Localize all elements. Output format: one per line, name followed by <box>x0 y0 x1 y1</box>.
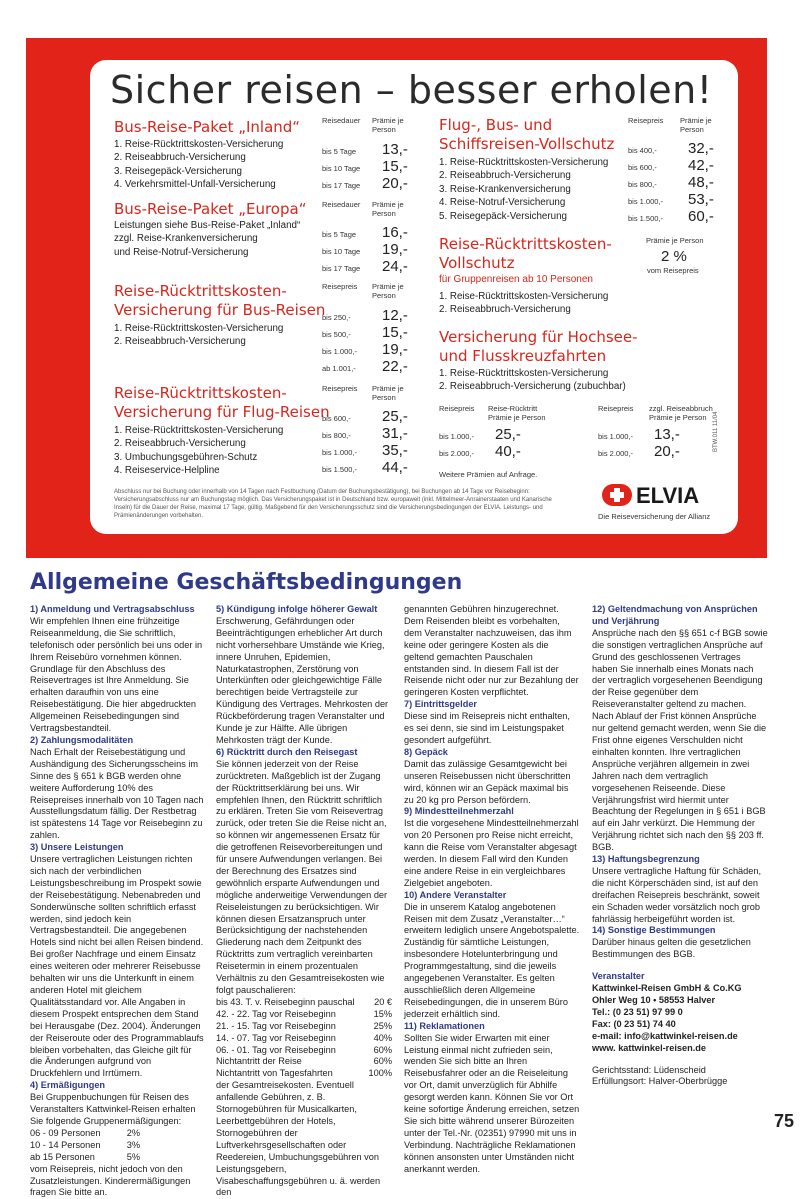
section-heading: 8) Gepäck <box>404 746 448 757</box>
fbs-col-premium: Prämie je Person <box>680 116 712 134</box>
section-heading: 14) Sonstige Bestimmungen <box>592 925 716 936</box>
bus-col-price: Reisepreis <box>322 282 358 291</box>
agb-column-3 <box>404 604 580 1176</box>
inland-col-premium: Prämie je Person <box>372 116 404 134</box>
hochsee-col-abbruch: zzgl. Reiseabbruch Prämie je Person <box>649 404 713 422</box>
list-item: 1. Reise-Rücktrittskosten-Versicherung <box>114 323 284 334</box>
gruppen-premium: 2 % <box>661 248 687 265</box>
hochsee-more: Weitere Prämien auf Anfrage. <box>439 470 538 479</box>
list-item: 1. Reise-Rücktrittskosten-Versicherung <box>114 139 284 150</box>
hochsee-col-price2: Reisepreis <box>598 404 634 413</box>
list-item: 2. Reiseabbruch-Versicherung <box>114 336 246 348</box>
flug-ruecktritt-items <box>114 424 283 478</box>
list-item: 2. Reiseabbruch-Versicherung <box>114 438 246 450</box>
list-item: 4. Verkehrsmittel-Unfall-Versicherung <box>114 179 276 191</box>
fbs-col-price: Reisepreis <box>628 116 664 125</box>
table-row: ab 15 Personen 5% <box>30 1151 140 1162</box>
elvia-logo <box>602 483 700 511</box>
list-item: 1. Reise-Rücktrittskosten-Versicherung <box>439 368 609 379</box>
page-number: 75 <box>773 1111 794 1131</box>
table-row: 14. - 07. Tag vor Reisebeginn 40% <box>216 1032 392 1043</box>
agb-column-4 <box>592 604 768 1088</box>
court-text: Gerichtsstand: Lüdenscheid <box>592 1064 706 1075</box>
inland-col-duration: Reisedauer <box>322 116 361 125</box>
gruppen-heading: Reise-Rücktrittskosten- Vollschutz <box>439 235 612 272</box>
hochsee-items <box>439 367 626 394</box>
section-heading: 2) Zahlungsmodalitäten <box>30 734 134 745</box>
price-row: bis 2.000,- 40,- bis 2.000,- 20,- <box>439 443 680 460</box>
ad-title: Sicher reisen – besser erholen! <box>110 68 713 112</box>
section-heading: 9) Mindestteilnehmerzahl <box>404 806 514 817</box>
section-text: Ist die vorgesehene Mindestteilnehmerzahl von 20 Personen pro Reise nicht erreicht, kann die Reise vom Veranstalter abgesagt werden. In diesem Fall wird den Kunden eine andere Reise in ein vergleichbares Zielgebiet angeboten. <box>404 818 579 888</box>
list-item: und Reise-Notruf-Versicherung <box>114 246 249 258</box>
section-text: der Gesamtreisekosten. Eventuell anfallende Gebühren, z. B. Stornogebühren für Musicalkarten, Leerbettgebühren der Hotels, Stornogebühren der Luftverkehrsgesellschaften oder Reedereien, Umbuchungsgebühren von Leistungsgebern, Visabeschaffungsgebühren u. ä. werden den <box>216 1080 381 1198</box>
list-item: 2. Reiseabbruch-Versicherung <box>439 170 571 182</box>
table-row: 42. - 22. Tag vor Reisebeginn 15% <box>216 1008 392 1019</box>
vollschutz-heading: Flug-, Bus- und Schiffsreisen-Vollschutz <box>439 116 615 153</box>
section-text: vom Reisepreis, nicht jedoch von den Zusatzleistungen. Kinderermäßigungen fragen Sie bitte an. <box>30 1163 191 1198</box>
place-text: Erfüllungsort: Halver-Oberbrügge <box>592 1076 728 1087</box>
europa-items <box>114 219 300 259</box>
table-row: 06. - 01. Tag vor Reisebeginn 60% <box>216 1044 392 1055</box>
section-text: Bei Gruppenbuchungen für Reisen des Veranstalters Kattwinkel-Reisen erhalten Sie folgende Gruppenermäßigungen: <box>30 1092 196 1126</box>
inland-heading: Bus-Reise-Paket „Inland“ <box>114 118 301 136</box>
list-item: 5. Reisegepäck-Versicherung <box>439 210 567 222</box>
agb-column-1 <box>30 604 205 1199</box>
section-heading: 3) Unsere Leistungen <box>30 842 124 853</box>
agb-title: Allgemeine Geschäftsbedingungen <box>30 570 463 595</box>
list-item: 1. Reise-Rücktrittskosten-Versicherung <box>439 291 609 302</box>
section-heading: 10) Andere Veranstalter <box>404 889 507 900</box>
fine-print: Abschluss nur bei Buchung oder innerhalb von 14 Tagen nach Festbuchung (Datum der Buchungsbestätigung), bei Buchungen ab 14 Tage vor Reisebeginn: Versicherungsabschluss nur am Buchungstag möglich. Das Versicherungspaket ist in Deutschland bzw. europaweit (inkl. Mittelmeer-Anrainerstaaten und Kanarische Inseln) für die Dauer der Reise, maximal 17 Tage, gültig. Maßgebend für den Versicherungsschutz sind die Versicherungsbedingungen der ELVIA. Leistungs- und Prämienänderungen vorbehalten. <box>114 489 552 519</box>
section-text: Wir empfehlen Ihnen eine frühzeitige Reiseanmeldung, die Sie schriftlich, telefonisch oder persönlich bei uns oder in Ihrem Reisebüro vornehmen können. Grundlage für den Abschluss des Reisevertrages ist Ihre Anmeldung. Sie erhalten daraufhin von uns eine Reisebestätigung. Die hier abgedruckten Allgemeinen Reisebedingungen sind Vertragsbestandteil. <box>30 615 203 734</box>
section-text: Darüber hinaus gelten die gesetzlichen Bestimmungen des BGB. <box>592 937 751 960</box>
gruppen-items <box>439 290 608 317</box>
section-text: Diese sind im Reisepreis nicht enthalten, es sei denn, sie sind im Leistungspaket gesondert aufgeführt. <box>404 711 570 745</box>
list-item: 2. Reiseabbruch-Versicherung <box>114 152 246 164</box>
hochsee-heading: Versicherung für Hochsee- und Flusskreuzfahrten <box>439 328 638 365</box>
fbs-items <box>439 156 608 223</box>
section-heading: 11) Reklamationen <box>404 1020 485 1031</box>
list-item: 4. Reise-Notruf-Versicherung <box>439 197 566 209</box>
elvia-cross-icon <box>602 484 632 506</box>
section-text: Unsere vertraglichen Leistungen richten sich nach der verbindlichen Leistungsbeschreibung im Prospekt sowie der Reisebestätigung. Nebenabreden und Sonderwünsche sollten schriftlich erfasst werden, sind jedoch kein Vertragsbestandteil. Die angegebenen Hotels sind nicht bei allen Reisen bindend. Bei großer Nachfrage und einem Einsatz eines weiteren oder mehrerer Reisebusse behalten wir uns die Unterkunft in einem anderen Hotel mit gleichem Qualitätsstandard vor. Alle Angaben in diesem Prospekt entsprechen dem Stand bei Herausgabe (Dez. 2004). Änderungen der Reiseroute oder des Programmablaufs bleiben vorbehalten, das Gleiche gilt für die Änderungen aufgrund von Druckfehlern und Irrtümern. <box>30 854 204 1079</box>
list-item: 1. Reise-Rücktrittskosten-Versicherung <box>439 157 609 168</box>
section-heading: 13) Haftungsbegrenzung <box>592 854 700 865</box>
gruppen-premium-label: Prämie je Person <box>646 236 704 245</box>
bus-ruecktritt-heading: Reise-Rücktrittskosten- Versicherung für Bus-Reisen <box>114 282 326 319</box>
list-item: 3. Reise-Krankenversicherung <box>439 183 571 195</box>
section-text: Die in unserem Katalog angebotenen Reisen mit dem Zusatz „Veranstalter…“ erweitern lediglich unsere Angebotspalette. Zuständig für sämtliche Leistungen, insbesondere Hotelunterbringung und Programmgestaltung, sind die jeweils angegebenen Veranstalter. Es gelten ausschließlich deren Allgemeine Reisebedingungen, die in unserem Büro jederzeit erhältlich sind. <box>404 901 580 1019</box>
organizer-heading: Veranstalter <box>592 971 645 982</box>
list-item: 3. Umbuchungsgebühren-Schutz <box>114 451 258 463</box>
table-row: bis 43. T. v. Reisebeginn pauschal 20 € <box>216 996 392 1007</box>
list-item: 1. Reise-Rücktrittskosten-Versicherung <box>114 425 284 436</box>
email-link[interactable]: e-mail: info@kattwinkel-reisen.de <box>592 1030 738 1041</box>
list-item: zzgl. Reise-Krankenversicherung <box>114 233 258 245</box>
section-heading: 12) Geltendmachung von Ansprüchen und Verjährung <box>592 604 758 626</box>
section-heading: 5) Kündigung infolge höherer Gewalt <box>216 604 378 614</box>
section-text: Damit das zulässige Gesamtgewicht bei unseren Reisebussen nicht überschritten wird, können wir an Gepäck maximal bis zu 20 kg pro Person befördern. <box>404 758 571 805</box>
section-text: Ansprüche nach den §§ 651 c-f BGB sowie die sonstigen vertraglichen Ansprüche auf Grund des geschlossenen Vertrages haben Sie innerhalb eines Monats nach der vertraglich vorgesehenen Beendigung der Reise gegenüber dem Reiseveranstalter geltend zu machen. Nach Ablauf der Frist können Ansprüche nur geltend gemacht werden, wenn Sie die Frist ohne eigenes Verschulden nicht einhalten konnten. Ihre vertraglichen Ansprüche verjähren allgemein in zwei Jahren nach dem vertraglich vorgesehenen Reiseende. Diese Verjährungsfrist wird hiermit unter Beachtung der Regelungen in § 651 i BGB auf ein Jahr verkürzt. Die Hemmung der Verjährung richtet sich nach den §§ 203 ff. BGB. <box>592 627 768 853</box>
bus-ruecktritt-items <box>114 322 283 349</box>
table-row: Nichtantritt von Tagesfahrten 100% <box>216 1068 392 1079</box>
list-item: 4. Reiseservice-Helpline <box>114 465 220 477</box>
section-text: Erschwerung, Gefährdungen oder Beeinträchtigungen erheblicher Art durch nicht vorhersehbare Umstände wie Krieg, innere Unruhen, Epidemien, Naturkatastrophen, Zerstörung von Unterkünften oder gleichgewichtige Fälle berechtigen beide Vertragsteile zur Kündigung des Vertrages. Mehrkosten der Rückbeförderung tragen Veranstalter und Kunde je zur Hälfte. Alle übrigen Mehrkosten trägt der Kunde. <box>216 615 389 745</box>
europa-col-duration: Reisedauer <box>322 200 361 209</box>
section-text: Unsere vertragliche Haftung für Schäden, die nicht Körperschäden sind, ist auf den dreifachen Reisepreis beschränkt, soweit ein Schaden weder vorsätzlich noch grob fahrlässig herbeigeführt worden ist. <box>592 865 762 924</box>
gruppen-subheading: für Gruppenreisen ab 10 Personen <box>439 274 593 285</box>
organizer-address: Kattwinkel-Reisen GmbH & Co.KG Ohler Weg 10 • 58553 Halver Tel.: (0 23 51) 97 99 0 Fax: (0 23 51) 74 40 e-mail: info@kattwinkel-reisen.de www. kattwinkel-reisen.de <box>592 983 768 1054</box>
flug-col-price: Reisepreis <box>322 384 358 393</box>
table-row: 21. - 15. Tag vor Reisebeginn 25% <box>216 1020 392 1031</box>
inland-items <box>114 138 283 192</box>
flug-ruecktritt-heading: Reise-Rücktrittskosten- Versicherung für Flug-Reisen <box>114 384 330 421</box>
agb-column-2 <box>216 604 392 1199</box>
elvia-tagline: Die Reiseversicherung der Allianz <box>598 512 711 521</box>
bus-col-premium: Prämie je Person <box>372 282 404 300</box>
website-link[interactable]: www. kattwinkel-reisen.de <box>592 1042 707 1053</box>
europa-col-premium: Prämie je Person <box>372 200 404 218</box>
section-text: Sollten Sie wider Erwarten mit einer Leistung einmal nicht zufrieden sein, wenden Sie sich bitte an Ihren Reisebusfahrer oder an die Reiseleitung vor Ort, damit unverzüglich für Abhilfe gesorgt werden kann. Können Sie vor Ort keine sofortige Änderung erreichen, setzen Sie sich bitte während unserer Bürozeiten unter der Tel.-Nr. (02351) 97990 mit uns in Verbindung. Nachträgliche Reklamationen können ansonsten unter Umständen nicht anerkannt werden. <box>404 1032 580 1174</box>
section-heading: 7) Eintrittsgelder <box>404 699 478 710</box>
list-item: 2. Reiseabbruch-Versicherung (zubuchbar) <box>439 381 626 393</box>
section-text: Sie können jederzeit von der Reise zurücktreten. Maßgeblich ist der Zugang der Rücktrittserklärung bei uns. Wir empfehlen Ihnen, den Rücktritt schriftlich zu erklären. Treten Sie vom Reisevertrag zurück, oder treten Sie die Reise nicht an, so können wir angemessenen Ersatz für die getroffenen Reisevorbereitungen und für unsere Aufwendungen verlangen. Bei der Berechnung des Ersatzes sind gewöhnlich ersparte Aufwendungen und mögliche anderweitige Verwendungen der Reiseleistungen zu berücksichtigen. Wir können diesen Ersatzanspruch unter Berücksichtigung der nachstehenden Gliederung nach dem Zeitpunkt des Rücktritts zum vertraglich vereinbarten Reisetermin in einem prozentualen Verhältnis zu den Gesamtreisekosten wie folgt pauschalieren: <box>216 758 388 995</box>
flug-col-premium: Prämie je Person <box>372 384 404 402</box>
print-code: BTW.011 11/04 <box>713 411 719 452</box>
table-row: Nichtantritt der Reise 60% <box>216 1056 392 1067</box>
price-row: bis 1.000,- 25,- bis 1.000,- 13,- <box>439 426 680 443</box>
section-heading: 4) Ermäßigungen <box>30 1080 106 1091</box>
list-item: Leistungen siehe Bus-Reise-Paket „Inland“ <box>114 220 301 231</box>
hochsee-col-ruecktritt: Reise-Rücktritt Prämie je Person <box>488 404 546 422</box>
insurance-ad-card: Sicher reisen – besser erholen! Bus-Reise-Paket „Inland“ Reisedauer Prämie je Person 1. Reise-Rücktrittskosten-Versicherung 2. Reiseabbruch-Versicherung 3. Reisegepäck-Versicherung 4. Verkehrsmittel-Unfall-Versicherung bis 5 Tage 13,- bis 10 Tage 15,- bis 17 Tage 20,- Bus-Reise-Paket „Europa“ Reisedauer Prämie je Person Leistungen siehe Bus-Reise-Paket „Inland“ zzgl. Reise-Krankenversicherung und Reise-Notruf-Versicherung bis 5 Tage 16,- bis 10 Tage 19,- bis 17 Tage 24,- Reise-Rücktrittskosten- Versicherung für Bus-Reisen Reisepreis Prämie je Person 1. Reise-Rücktrittskosten-Versicherung 2. Reiseabbruch-Versicherung bis 250,- 12,- bis 500,- 15,- bis 1.000,- 19,- ab 1.001,- 22,- Reise-Rücktrittskosten- Versicherung für Flug-Reisen Reisepreis Prämie je Person 1. Reise-Rücktrittskosten-Versicherung 2. Reiseabbruch-Versicherung 3. Umbuchungsgebühren-Schutz 4. Reiseservice-Helpline bis 600,- 25,- bis 800,- 31,- bis 1.000,- 35,- bis 1.500,- 44,- Flug-, Bus- und Schiffsreisen-Vollschutz Reisepreis Prämie je Person 1. Reise-Rücktrittskosten-Versicherung 2. Reiseabbruch-Versicherung 3. Reise-Krankenversicherung 4. Reise-Notruf-Versicherung 5. Reisegepäck-Versicherung bis 400,- 32,- bis 600,- 42,- bis 800,- 48,- bis 1.000,- 53,- bis 1.500,- 60,- Reise-Rücktrittskosten- Vollschutz für Gruppenreisen ab 10 Personen 1. Reise-Rücktrittskosten-Versicherung 2. Reiseabbruch-Versicherung Prämie je Person 2 % vom Reisepreis Versicherung für Hochsee- und Flusskreuzfahrten 1. Reise-Rücktrittskosten-Versicherung 2. Reiseabbruch-Versicherung (zubuchbar) Reisepreis Reise-Rücktritt Prämie je Person Reisepreis zzgl. Reiseabbruch Prämie je Person bis 1.000,- 25,- bis 1.000,- 13,- bis 2.000,- 40,- bis 2.000,- 20,- Weitere Prämien auf Anfrage. Abschluss nur bei Buchung oder innerhalb von 14 Tagen nach Festbuchung (Datum der Buchungsbestätigung), bei Buchungen ab 14 Tage vor Reisebeginn: Versicherungsabschluss nur am Buchungstag möglich. Das Versicherungspaket ist in Deutschland bzw. europaweit (inkl. Mittelmeer-Anrainerstaaten und Kanarische Inseln) für die Dauer der Reise, maximal 17 Tage, gültig. Maßgebend für den Versicherungsschutz sind die Versicherungsbedingungen der ELVIA. Leistungs- und Prämienänderungen vorbehalten. BTW.011 11/04 ELVIA Die Reiseversicherung der Allianz <box>90 60 738 534</box>
europa-heading: Bus-Reise-Paket „Europa“ <box>114 200 307 218</box>
section-text: Nach Erhalt der Reisebestätigung und Aushändigung des Sicherungsscheins im Sinne des § 651 k BGB werden ohne weitere Aufforderung 10% des Reisepreises innerhalb von 10 Tagen nach Ausstellungsdatum fällig. Der Restbetrag ist spätestens 14 Tage vor Reisebeginn zu zahlen. <box>30 746 204 841</box>
elvia-wordmark: ELVIA <box>636 483 700 508</box>
list-item: 2. Reiseabbruch-Versicherung <box>439 304 571 316</box>
table-row: 10 - 14 Personen 3% <box>30 1139 140 1150</box>
gruppen-premium-note: vom Reisepreis <box>647 266 699 275</box>
hochsee-col-price: Reisepreis <box>439 404 475 413</box>
list-item: 3. Reisegepäck-Versicherung <box>114 165 242 177</box>
table-row: 06 - 09 Personen 2% <box>30 1127 140 1138</box>
section-heading: 1) Anmeldung und Vertragsabschluss <box>30 604 195 614</box>
section-text: genannten Gebühren hinzugerechnet. Dem Reisenden bleibt es vorbehalten, dem Veranstalter nachzuweisen, das ihm keine oder geringere Kosten als die geltend gemachten Pauschalen entstanden sind. In diesem Fall ist der Reisende nicht oder nur zur Bezahlung der geringeren Kosten verpflichtet. <box>404 604 579 698</box>
section-heading: 6) Rücktritt durch den Reisegast <box>216 746 358 757</box>
